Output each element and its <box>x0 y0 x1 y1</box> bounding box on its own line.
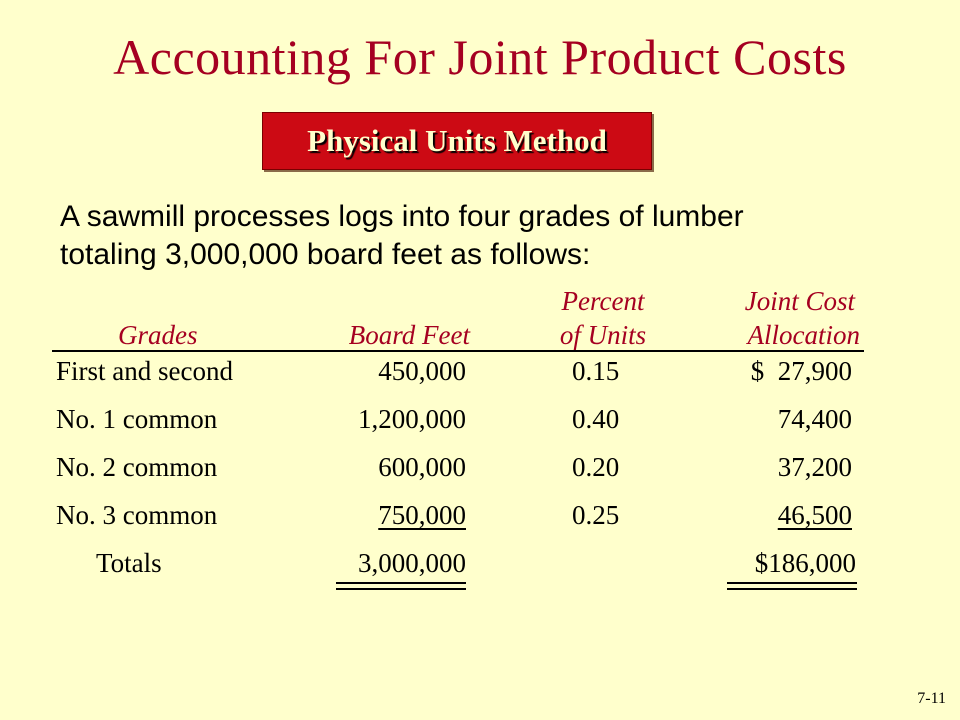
header-joint-cost-line-1: Joint Cost <box>744 286 855 316</box>
cell-percent-2: 0.20 <box>572 452 620 482</box>
cell-grade-1: No. 1 common <box>56 404 218 434</box>
cell-board-feet-3 <box>300 500 466 530</box>
cell-percent-0: 0.15 <box>572 356 620 386</box>
totals-allocation: $186,000 <box>754 548 856 578</box>
double-underline-allocation <box>727 582 857 590</box>
double-underline-board-feet <box>336 582 466 590</box>
header-percent-line-2: of Units <box>559 320 647 350</box>
cell-board-feet-0: 450,000 <box>378 356 466 386</box>
board-feet-3-underlined: 750,000 <box>378 500 466 530</box>
header-rule <box>52 350 864 352</box>
cell-board-feet-2: 600,000 <box>378 452 466 482</box>
cell-grade-0: First and second <box>56 356 233 386</box>
method-badge: Physical Units Method <box>262 112 652 170</box>
slide-title: Accounting For Joint Product Costs <box>113 29 847 85</box>
header-percent-line-1: Percent <box>561 286 645 316</box>
slide-number: 7-11 <box>917 690 946 707</box>
cell-grade-2: No. 2 common <box>56 452 218 482</box>
header-joint-cost-line-2: Allocation <box>747 320 860 350</box>
intro-line-2: totaling 3,000,000 board feet as follows: <box>60 238 591 271</box>
totals-label: Totals <box>96 548 162 578</box>
header-grades: Grades <box>118 320 198 350</box>
cell-allocation-1: 74,400 <box>777 404 852 434</box>
header-board-feet: Board Feet <box>348 320 470 350</box>
intro-line-1: A sawmill processes logs into four grades of lumber <box>60 200 744 233</box>
allocation-3-underlined: 46,500 <box>777 500 852 530</box>
totals-board-feet: 3,000,000 <box>358 548 466 578</box>
cell-allocation-3 <box>690 500 852 530</box>
intro-text <box>60 198 920 274</box>
cell-board-feet-1: 1,200,000 <box>358 404 466 434</box>
cell-percent-1: 0.40 <box>572 404 620 434</box>
cell-allocation-0: $ 27,900 <box>750 356 852 386</box>
cell-grade-3: No. 3 common <box>56 500 218 530</box>
cell-percent-3: 0.25 <box>572 500 620 530</box>
cell-allocation-2: 37,200 <box>777 452 852 482</box>
